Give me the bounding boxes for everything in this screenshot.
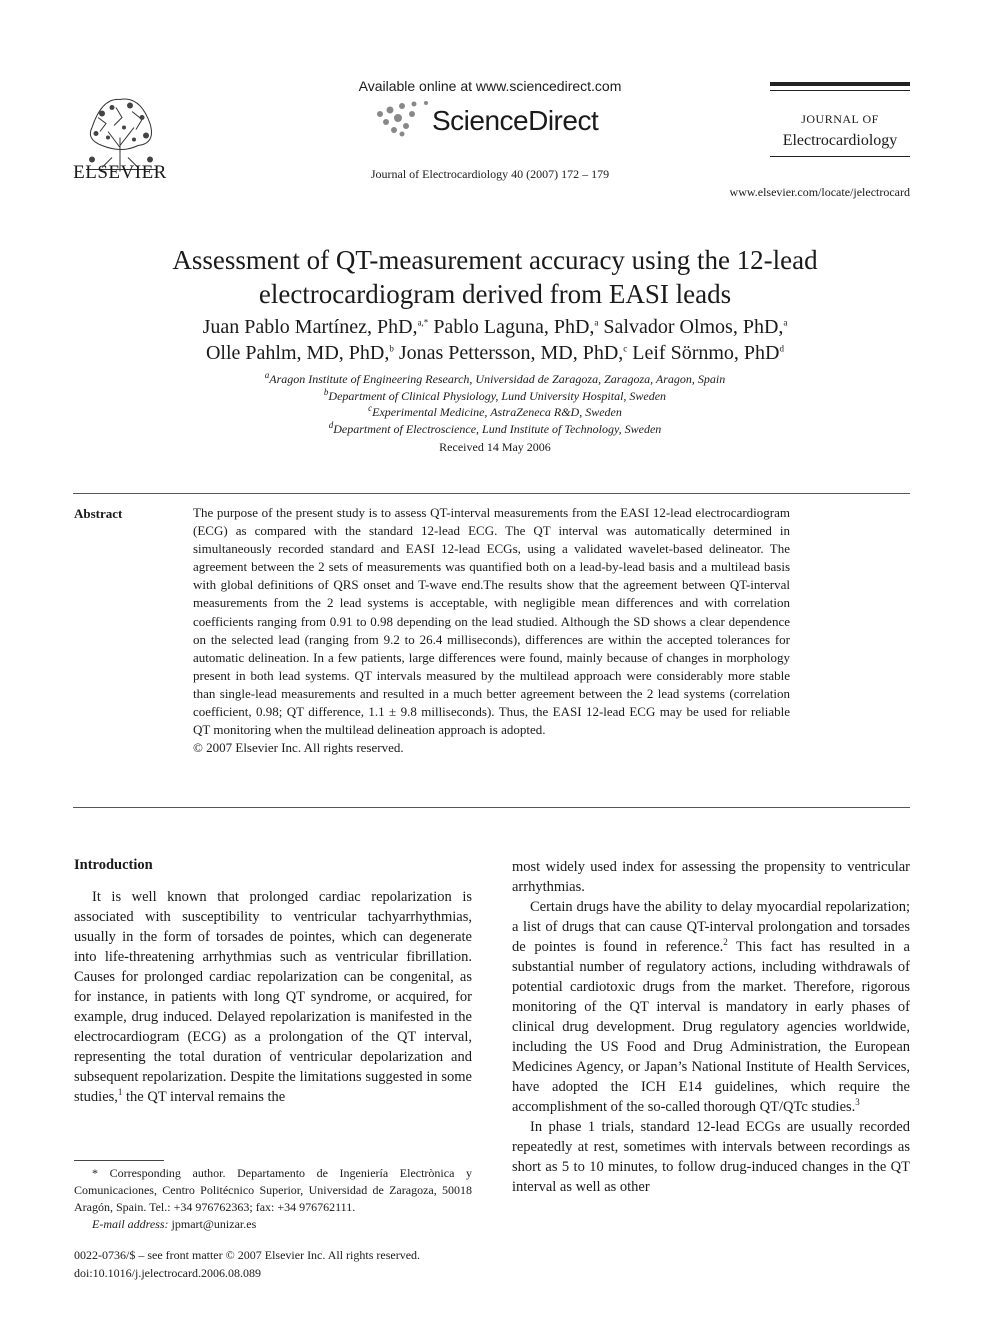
email-label: E-mail address: <box>92 1217 169 1231</box>
author-affil-mark: b <box>389 343 394 354</box>
author-list <box>100 314 890 366</box>
author-name: Olle Pahlm, MD, PhD, <box>205 342 390 364</box>
journal-url-link[interactable]: www.elsevier.com/locate/jelectrocard <box>729 185 910 199</box>
affil-text: Aragon Institute of Engineering Research, Universidad de Zaragoza, Zaragoza, Aragon, Spain <box>269 372 726 386</box>
citation-ref[interactable]: 3 <box>855 1097 860 1108</box>
journal-name-line1: JOURNAL OF <box>801 112 879 126</box>
journal-header-rule <box>770 156 910 157</box>
author-name: Pablo Laguna, PhD, <box>433 316 595 338</box>
abstract-body <box>193 504 790 757</box>
affil-mark: b <box>323 386 329 397</box>
abstract-top-rule <box>73 493 910 494</box>
affil-text: Experimental Medicine, AstraZeneca R&D, Sweden <box>372 405 622 420</box>
abstract-bottom-rule <box>73 807 910 808</box>
author-name: Leif Sörnmo, PhD <box>632 342 780 364</box>
paragraph <box>512 897 910 1117</box>
sciencedirect-dots-logo <box>372 100 438 138</box>
affiliation <box>100 404 890 421</box>
author-name: Salvador Olmos, PhD, <box>603 316 784 338</box>
publisher-name: ELSEVIER <box>73 162 167 183</box>
available-online-text: Available online at www.sciencedirect.com <box>358 78 622 94</box>
email-address[interactable]: jpmart@unizar.es <box>168 1217 257 1231</box>
article-title <box>100 243 890 311</box>
affiliation <box>100 388 890 405</box>
paragraph-text: Certain drugs have the ability to delay myocardial repolarization; a list of drugs that can cause QT-interval prolongation and torsades de pointes is found in reference. <box>512 899 910 955</box>
footnote-text: * Corresponding author. Departamento de Ingeniería Electrònica y Comunicaciones, Centro Politécnico Superior, Universidad de Zaragoza, 50018 Aragón, Spain. Tel.: +34 976762363; fax: +34 976762111. <box>74 1166 472 1214</box>
journal-citation: Journal of Electrocardiology 40 (2007) 172 – 179 <box>370 167 610 181</box>
paragraph <box>74 887 472 1107</box>
paragraph: most widely used index for assessing the propensity to ventricular arrhythmias. <box>512 859 910 895</box>
author-line <box>100 314 890 340</box>
affil-mark: c <box>368 403 373 414</box>
footnote-email-line <box>74 1216 472 1233</box>
author-affil-mark: d <box>779 343 784 354</box>
affiliation <box>100 421 890 438</box>
issn-doi-block <box>74 1246 494 1282</box>
author-affil-mark: a <box>783 317 788 328</box>
author-affil-mark: c <box>623 343 628 354</box>
corresponding-author-footnote <box>74 1165 472 1233</box>
affil-mark: d <box>328 419 334 430</box>
abstract-text: The purpose of the present study is to assess QT-interval measurements from the EASI 12-lead electrocardiogram (ECG) as compared with the standard 12-lead ECG. The QT interval was automatically determined in simultaneously recorded standard and EASI 12-lead ECGs, using a validated wavelet-based delineator. The agreement between the 2 sets of measurements was quantified both on a lead-by-lead basis and a multilead basis with global definitions of QRS onset and T-wave end.The results show that the agreement between QT-interval measurements from the 2 lead systems is acceptable, with negligible mean differences and with correlation coefficients ranging from 0.91 to 0.98 depending on the lead studied. Although the SD shows a clear dependence on the selected lead (ranging from 9.2 to 26.4 milliseconds), differences are within the accepted tolerances for automatic delineation. In a few patients, large differences were found, mainly because of changes in morphology present in both lead systems. QT intervals measured by the multilead approach were considerably more stable than single-lead measurements and resulted in a much better agreement between the 2 lead systems (correlation coefficient, 0.98; QT difference, 1.1 ± 9.8 milliseconds). Thus, the EASI 12-lead ECG may be used for reliable QT monitoring when the multilead delineation approach is adopted. <box>193 505 790 738</box>
paragraph-text: This fact has resulted in a substantial number of regulatory actions, including withdrawals of potential cardiotoxic drugs from the market. Therefore, rigorous monitoring of the QT interval is mandatory in early phases of clinical drug development. Drug regulatory agencies worldwide, including the US Food and Drug Administration, the European Medicines Agency, or Japan’s National Institute of Health Services, have adopted the ICH E14 guidelines, which require the accomplishment of the so-called thorough QT/QTc studies. <box>512 939 910 1115</box>
journal-header-rule <box>770 90 910 91</box>
abstract-copyright: © 2007 Elsevier Inc. All rights reserved. <box>193 740 404 756</box>
issn-line: 0022-0736/$ – see front matter © 2007 Elsevier Inc. All rights reserved. <box>74 1248 421 1262</box>
affil-mark: a <box>264 370 270 380</box>
author-line <box>100 340 890 366</box>
affil-text: Department of Clinical Physiology, Lund University Hospital, Sweden <box>328 388 667 403</box>
paragraph: In phase 1 trials, standard 12-lead ECGs are usually recorded repeatedly at rest, sometimes with intervals between recordings as short as 5 to 10 minutes, to follow drug-induced changes in the QT interval as well as other <box>512 1119 910 1195</box>
abstract-heading: Abstract <box>74 506 123 521</box>
author-affil-mark: a <box>594 317 599 328</box>
journal-header-rule <box>770 82 910 86</box>
title-line: electrocardiogram derived from EASI leads <box>258 279 732 309</box>
author-name: Jonas Pettersson, MD, PhD, <box>398 342 624 364</box>
doi-link[interactable]: doi:10.1016/j.jelectrocard.2006.08.089 <box>74 1266 261 1280</box>
section-heading-introduction: Introduction <box>74 857 153 873</box>
citation-ref[interactable]: 2 <box>723 937 728 948</box>
right-column <box>512 857 910 1197</box>
author-name: Juan Pablo Martínez, PhD, <box>202 316 418 338</box>
title-line: Assessment of QT-measurement accuracy using the 12-lead <box>172 245 818 275</box>
sciencedirect-wordmark: ScienceDirect <box>432 105 599 136</box>
journal-name-line2: Electrocardiology <box>782 132 898 149</box>
author-affil-mark: a,* <box>417 317 429 328</box>
affiliation <box>100 371 890 388</box>
paragraph-text: the QT interval remains the <box>122 1089 286 1105</box>
citation-ref[interactable]: 1 <box>117 1087 123 1098</box>
paragraph-text: It is well known that prolonged cardiac repolarization is associated with susceptibility to ventricular tachyarrhythmias, usually in the form of torsades de pointes, which can degenerate into life-threatening arrhythmias such as ventricular fibrillation. Causes for prolonged cardiac repolarization can be congenital, as for instance, in patients with long QT syndrome, or acquired, for example, drug induced. Delayed repolarization is manifested in the electrocardiogram (ECG) as a prolongation of the QT interval, representing the total duration of ventricular depolarization and subsequent repolarization. Despite the limitations suggested in some studies, <box>74 889 472 1105</box>
left-column <box>74 887 472 1107</box>
received-date: Received 14 May 2006 <box>439 440 551 454</box>
affil-text: Department of Electroscience, Lund Institute of Technology, Sweden <box>333 421 662 436</box>
affiliation-list <box>100 371 890 437</box>
footnote-rule <box>74 1160 164 1161</box>
